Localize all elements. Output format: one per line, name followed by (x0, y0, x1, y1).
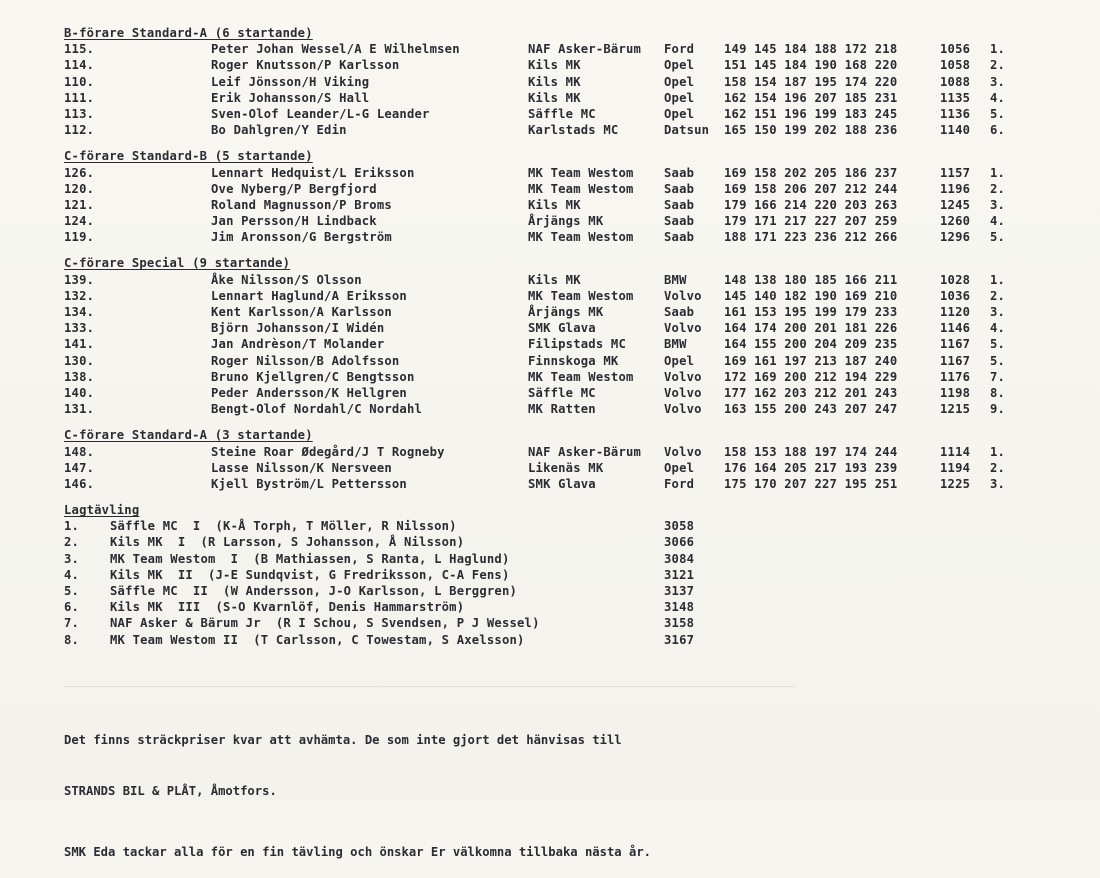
placing: 8. (990, 385, 1006, 400)
start-number: 131. (64, 402, 95, 417)
placing: 1. (990, 165, 1006, 180)
club: Kils MK (528, 197, 581, 212)
team-row (64, 599, 1074, 615)
class-title: B-förare Standard-A (6 startande) (64, 26, 313, 40)
start-number: 115. (64, 42, 95, 57)
result-row (64, 385, 1074, 401)
team-placing: 6. (64, 600, 80, 615)
crew: Roger Knutsson/P Karlsson (211, 58, 400, 73)
placing: 5. (990, 353, 1006, 368)
result-row (64, 106, 1074, 122)
club: Karlstads MC (528, 123, 619, 138)
car: Opel (664, 106, 695, 121)
total-time: 1167 (940, 337, 971, 352)
stage-times: 158 153 188 197 174 244 (724, 444, 898, 459)
start-number: 111. (64, 90, 95, 105)
team-placing: 5. (64, 584, 80, 598)
car: Opel (664, 353, 695, 368)
stage-times: 158 154 187 195 174 220 (724, 74, 898, 89)
car: Opel (664, 74, 695, 89)
total-time: 1036 (940, 288, 971, 303)
car: Volvo (664, 385, 702, 400)
total-time: 1157 (940, 165, 971, 180)
club: SMK Glava (528, 321, 596, 336)
result-row (64, 57, 1074, 73)
club: Säffle MC (528, 385, 596, 400)
team-placing: 1. (64, 519, 80, 534)
team-score: 3084 (664, 551, 695, 566)
total-time: 1058 (940, 58, 971, 73)
result-row (64, 336, 1074, 352)
stage-times: 169 158 202 205 186 237 (724, 165, 898, 180)
start-number: 132. (64, 288, 95, 303)
start-number: 139. (64, 272, 95, 287)
team-row (64, 518, 1074, 534)
placing: 2. (990, 58, 1006, 73)
placing: 3. (990, 74, 1006, 89)
placing: 4. (990, 214, 1006, 229)
class-section (64, 255, 1074, 417)
stage-times: 162 151 196 199 183 245 (724, 106, 898, 121)
team-score: 3058 (664, 519, 695, 534)
total-time: 1194 (940, 460, 971, 475)
car: Volvo (664, 369, 702, 384)
total-time: 1260 (940, 214, 971, 229)
team-score: 3158 (664, 616, 695, 631)
car: Saab (664, 197, 695, 212)
total-time: 1028 (940, 272, 971, 287)
start-number: 130. (64, 353, 95, 368)
team-row (64, 551, 1074, 567)
placing: 6. (990, 123, 1006, 138)
stage-times: 163 155 200 243 207 247 (724, 402, 898, 417)
placing: 1. (990, 42, 1006, 57)
crew: Lennart Haglund/A Eriksson (211, 288, 407, 303)
crew: Sven-Olof Leander/L-G Leander (211, 106, 430, 121)
club: MK Team Westom (528, 230, 634, 245)
placing: 5. (990, 337, 1006, 352)
total-time: 1140 (940, 123, 971, 138)
result-row (64, 181, 1074, 197)
crew: Jan Andrèson/T Molander (211, 337, 385, 352)
result-row (64, 369, 1074, 385)
total-time: 1056 (940, 42, 971, 57)
team-row (64, 583, 1074, 599)
start-number: 124. (64, 214, 95, 229)
result-row (64, 229, 1074, 245)
club: Kils MK (528, 272, 581, 287)
crew: Åke Nilsson/S Olsson (211, 272, 362, 287)
club: Filipstads MC (528, 337, 626, 352)
team-name: MK Team Westom I (B Mathiassen, S Ranta, L Haglund) (110, 551, 510, 566)
start-number: 112. (64, 123, 95, 138)
stage-times: 145 140 182 190 169 210 (724, 288, 898, 303)
result-row (64, 41, 1074, 57)
total-time: 1088 (940, 74, 971, 89)
car: BMW (664, 337, 687, 352)
team-name: Kils MK II (J-E Sundqvist, G Fredriksson, C-A Fens) (110, 567, 510, 582)
stage-times: 161 153 195 199 179 233 (724, 305, 898, 319)
stage-times: 165 150 199 202 188 236 (724, 123, 898, 138)
result-row (64, 90, 1074, 106)
club: SMK Glava (528, 476, 596, 491)
club: MK Team Westom (528, 165, 634, 180)
team-placing: 2. (64, 535, 80, 550)
team-score: 3066 (664, 535, 695, 550)
thanks-note: SMK Eda tackar alla för en fin tävling och önskar Er välkomna tillbaka nästa år. (64, 845, 651, 859)
club: Årjängs MK (528, 305, 604, 319)
team-score: 3167 (664, 632, 695, 647)
class-title: C-förare Standard-B (5 startande) (64, 149, 313, 164)
total-time: 1167 (940, 353, 971, 368)
car: Saab (664, 165, 695, 180)
stage-times: 149 145 184 188 172 218 (724, 42, 898, 57)
team-name: Kils MK I (R Larsson, S Johansson, Å Nilsson) (110, 535, 465, 550)
car: Saab (664, 230, 695, 245)
crew: Lasse Nilsson/K Nersveen (211, 460, 392, 475)
result-row (64, 213, 1074, 229)
start-number: 134. (64, 305, 95, 319)
stage-times: 179 166 214 220 203 263 (724, 197, 898, 212)
prize-location: STRANDS BIL & PLÅT, Åmotfors. (64, 784, 277, 798)
start-number: 110. (64, 74, 95, 89)
result-row (64, 288, 1074, 304)
total-time: 1176 (940, 369, 971, 384)
club: Kils MK (528, 90, 581, 105)
car: Volvo (664, 402, 702, 417)
stage-times: 164 155 200 204 209 235 (724, 337, 898, 352)
result-row (64, 74, 1074, 90)
result-row (64, 444, 1074, 460)
team-name: Säffle MC II (W Andersson, J-O Karlsson, L Berggren) (110, 584, 518, 598)
start-number: 140. (64, 385, 95, 400)
start-number: 147. (64, 460, 95, 475)
crew: Peder Andersson/K Hellgren (211, 385, 407, 400)
start-number: 141. (64, 337, 95, 352)
club: Säffle MC (528, 106, 596, 121)
crew: Steine Roar Ødegård/J T Rogneby (211, 444, 445, 459)
start-number: 114. (64, 58, 95, 73)
placing: 3. (990, 305, 1006, 319)
stage-times: 179 171 217 227 207 259 (724, 214, 898, 229)
start-number: 126. (64, 165, 95, 180)
team-name: NAF Asker & Bärum Jr (R I Schou, S Svendsen, P J Wessel) (110, 616, 540, 631)
result-row (64, 353, 1074, 369)
car: Volvo (664, 321, 702, 336)
car: Volvo (664, 288, 702, 303)
team-placing: 4. (64, 567, 80, 582)
placing: 9. (990, 402, 1006, 417)
stage-times: 175 170 207 227 195 251 (724, 476, 898, 491)
crew: Leif Jönsson/H Viking (211, 74, 370, 89)
stage-times: 151 145 184 190 168 220 (724, 58, 898, 73)
team-score: 3148 (664, 600, 695, 615)
start-number: 148. (64, 444, 95, 459)
result-row (64, 272, 1074, 288)
prize-note: Det finns sträckpriser kvar att avhämta. De som inte gjort det hänvisas till (64, 733, 622, 747)
stage-times: 162 154 196 207 185 231 (724, 90, 898, 105)
class-section (64, 25, 1074, 138)
car: Opel (664, 58, 695, 73)
crew: Roger Nilsson/B Adolfsson (211, 353, 400, 368)
placing: 3. (990, 197, 1006, 212)
total-time: 1215 (940, 402, 971, 417)
crew: Lennart Hedquist/L Eriksson (211, 165, 415, 180)
club: Likenäs MK (528, 460, 604, 475)
total-time: 1296 (940, 230, 971, 245)
team-row (64, 567, 1074, 583)
club: NAF Asker-Bärum (528, 444, 642, 459)
car: Opel (664, 460, 695, 475)
club: Kils MK (528, 74, 581, 89)
team-title: Lagtävling (64, 503, 140, 518)
start-number: 120. (64, 181, 95, 196)
start-number: 113. (64, 106, 95, 121)
stage-times: 169 161 197 213 187 240 (724, 353, 898, 368)
class-section (64, 148, 1074, 245)
stage-times: 188 171 223 236 212 266 (724, 230, 898, 245)
total-time: 1146 (940, 321, 971, 336)
club: Kils MK (528, 58, 581, 73)
class-title: C-förare Special (9 startande) (64, 256, 291, 271)
class-title: C-förare Standard-A (3 startande) (64, 428, 313, 443)
start-number: 146. (64, 476, 95, 491)
footer-notes (64, 698, 651, 878)
stage-times: 164 174 200 201 181 226 (724, 321, 898, 336)
placing: 4. (990, 90, 1006, 105)
car: Opel (664, 90, 695, 105)
stage-times: 169 158 206 207 212 244 (724, 181, 898, 196)
placing: 5. (990, 230, 1006, 245)
total-time: 1135 (940, 90, 971, 105)
class-section (64, 427, 1074, 492)
club: Årjängs MK (528, 214, 604, 229)
result-row (64, 320, 1074, 336)
team-row (64, 534, 1074, 550)
crew: Bo Dahlgren/Y Edin (211, 123, 347, 138)
crew: Jim Aronsson/G Bergström (211, 230, 392, 245)
crew: Erik Johansson/S Hall (211, 90, 370, 105)
team-placing: 3. (64, 551, 80, 566)
total-time: 1245 (940, 197, 971, 212)
car: Volvo (664, 444, 702, 459)
crew: Björn Johansson/I Widén (211, 321, 385, 336)
start-number: 121. (64, 197, 95, 212)
placing: 2. (990, 181, 1006, 196)
club: NAF Asker-Bärum (528, 42, 642, 57)
team-placing: 7. (64, 616, 80, 631)
crew: Kjell Byström/L Pettersson (211, 476, 407, 491)
result-row (64, 460, 1074, 476)
placing: 1. (990, 272, 1006, 287)
crew: Kent Karlsson/A Karlsson (211, 305, 392, 319)
team-row (64, 632, 1074, 648)
team-row (64, 615, 1074, 631)
crew: Jan Persson/H Lindback (211, 214, 377, 229)
stage-times: 148 138 180 185 166 211 (724, 272, 898, 287)
crew: Bengt-Olof Nordahl/C Nordahl (211, 402, 423, 417)
divider (64, 686, 794, 687)
total-time: 1225 (940, 476, 971, 491)
stage-times: 172 169 200 212 194 229 (724, 369, 898, 384)
club: MK Ratten (528, 402, 596, 417)
crew: Ove Nyberg/P Bergfjord (211, 181, 377, 196)
placing: 5. (990, 106, 1006, 121)
start-number: 138. (64, 369, 95, 384)
crew: Bruno Kjellgren/C Bengtsson (211, 369, 415, 384)
result-row (64, 122, 1074, 138)
crew: Peter Johan Wessel/A E Wilhelmsen (211, 42, 460, 57)
club: MK Team Westom (528, 369, 634, 384)
club: Finnskoga MK (528, 353, 619, 368)
total-time: 1136 (940, 106, 971, 121)
placing: 2. (990, 288, 1006, 303)
team-name: Kils MK III (S-O Kvarnlöf, Denis Hammarström) (110, 600, 465, 615)
start-number: 133. (64, 321, 95, 336)
result-row (64, 304, 1074, 320)
result-row (64, 401, 1074, 417)
team-score: 3121 (664, 567, 695, 582)
car: Saab (664, 214, 695, 229)
car: Datsun (664, 123, 710, 138)
car: Saab (664, 181, 695, 196)
result-row (64, 197, 1074, 213)
result-row (64, 165, 1074, 181)
car: Ford (664, 42, 695, 57)
team-score: 3137 (664, 584, 695, 598)
results-document (64, 25, 1074, 648)
club: MK Team Westom (528, 181, 634, 196)
club: MK Team Westom (528, 288, 634, 303)
car: Saab (664, 305, 695, 319)
team-name: MK Team Westom II (T Carlsson, C Towestam, S Axelsson) (110, 632, 525, 647)
team-placing: 8. (64, 632, 80, 647)
total-time: 1114 (940, 444, 971, 459)
car: Ford (664, 476, 695, 491)
result-row (64, 476, 1074, 492)
stage-times: 176 164 205 217 193 239 (724, 460, 898, 475)
placing: 2. (990, 460, 1006, 475)
placing: 7. (990, 369, 1006, 384)
crew: Roland Magnusson/P Broms (211, 197, 392, 212)
stage-times: 177 162 203 212 201 243 (724, 385, 898, 400)
car: BMW (664, 272, 687, 287)
total-time: 1198 (940, 385, 971, 400)
placing: 3. (990, 476, 1006, 491)
start-number: 119. (64, 230, 95, 245)
placing: 4. (990, 321, 1006, 336)
team-section (64, 502, 1074, 648)
total-time: 1120 (940, 305, 971, 319)
total-time: 1196 (940, 181, 971, 196)
placing: 1. (990, 444, 1006, 459)
team-name: Säffle MC I (K-Å Torph, T Möller, R Nilsson) (110, 519, 457, 534)
